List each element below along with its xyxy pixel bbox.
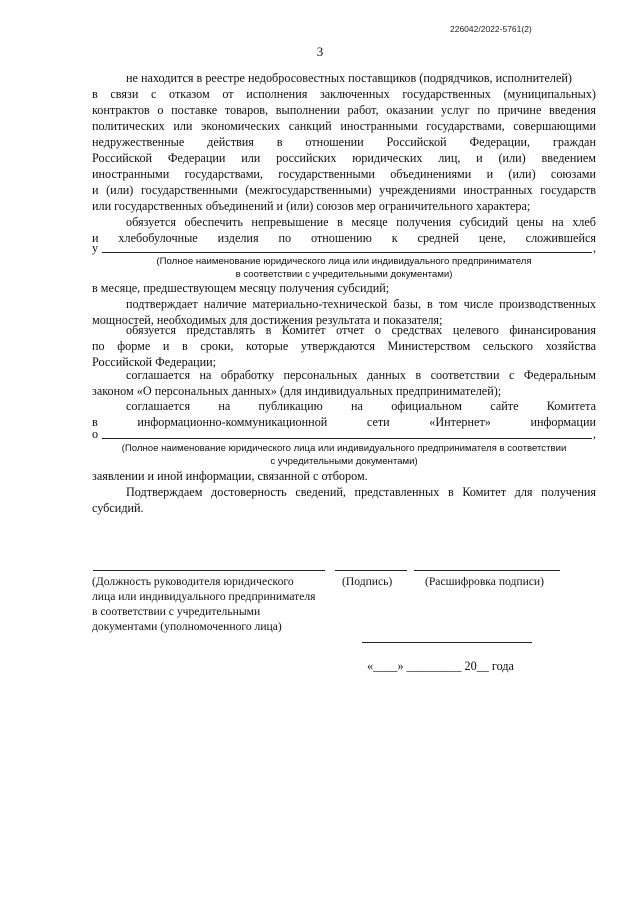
- text-line: Подтверждаем достоверность сведений, представленных в Комитет для получения: [126, 485, 596, 499]
- text-line: субсидий.: [92, 501, 144, 515]
- fill-line[interactable]: [102, 251, 592, 253]
- text-line: недружественные действия в отношении Российской Федерации, граждан: [92, 135, 596, 149]
- text-line: не находится в реестре недобросовестных поставщиков (подрядчиков, исполнителей): [126, 71, 572, 85]
- signature-line[interactable]: [335, 570, 407, 571]
- text-line: в связи с отказом от исполнения заключенных государственных (муниципальных): [92, 87, 596, 101]
- text-line: Российской Федерации;: [92, 355, 217, 369]
- text-line: контрактов о поставке товаров, выполнении работ, оказании услуг по причине введения: [92, 103, 596, 117]
- text-line: Российской Федерации или российских юридических лиц, и (или) введением: [92, 151, 596, 165]
- paragraph-confirmation: [92, 484, 596, 516]
- text-line: и хлебобулочные изделия по отношению к средней цене, сложившейся: [92, 231, 596, 245]
- decoding-label: (Расшифровка подписи): [425, 575, 544, 588]
- paragraph-personal-data: [92, 367, 596, 399]
- text-line: мощностей, необходимых для достижения результата и показателя;: [92, 313, 443, 327]
- caption-line: (Полное наименование юридического лица или индивидуального предпринимателя: [156, 256, 532, 267]
- paragraph-application-info: [92, 468, 596, 484]
- signature-label: (Подпись): [342, 575, 393, 588]
- paragraph-sanctions: [92, 70, 596, 214]
- text-line: или государственных объединений и (или) союзов мер ограничительного характера;: [92, 199, 531, 213]
- paragraph-report: [92, 322, 596, 370]
- position-line[interactable]: [93, 570, 325, 571]
- fill-prefix: о: [92, 427, 99, 441]
- fill-suffix: ,: [592, 427, 596, 441]
- date-field[interactable]: «____» _________ 20__ года: [367, 659, 514, 673]
- text-line: подтверждает наличие материально-технической базы, в том числе производственных: [126, 297, 596, 311]
- fill-suffix: ,: [592, 241, 596, 255]
- text-line: законом «О персональных данных» (для индивидуальных предпринимателей);: [92, 384, 502, 398]
- text-line: политических или экономических санкций иностранными государствами, совершающими: [92, 119, 596, 133]
- text-line: заявлении и иной информации, связанной с отбором.: [92, 469, 368, 483]
- label-line: лица или индивидуального предпринимателя: [92, 590, 316, 603]
- caption-publication-subject: [92, 443, 596, 468]
- publication-subject-fill-field[interactable]: [92, 426, 596, 442]
- decoding-line[interactable]: [414, 570, 560, 571]
- fill-line[interactable]: [102, 437, 592, 439]
- applicant-name-fill-field[interactable]: [92, 240, 596, 256]
- label-line: в соответствии с учредительными: [92, 605, 261, 618]
- text-line: по форме и в сроки, которые утверждаются Министерством сельского хозяйства: [92, 339, 596, 353]
- caption-applicant-name: [92, 256, 596, 281]
- caption-line: с учредительными документами): [270, 455, 418, 467]
- text-line: соглашается на публикацию на официальном сайте Комитета: [126, 399, 596, 413]
- position-label: [92, 574, 332, 634]
- text-line: обязуется обеспечить непревышение в месяце получения субсидий цены на хлеб: [126, 215, 596, 229]
- text-line: и (или) государственными (межгосударственными) учреждениями иностранных государств: [92, 183, 596, 197]
- fill-prefix: у: [92, 241, 99, 255]
- page-number: 3: [316, 44, 324, 59]
- label-line: (Должность руководителя юридического: [92, 575, 294, 588]
- text-line: иностранными государствами, государственными объединениями и (или) союзами: [92, 167, 596, 181]
- caption-line: в соответствии с учредительными документами): [235, 268, 453, 280]
- document-id: 226042/2022-5761(2): [450, 24, 532, 34]
- text-line: обязуется представлять в Комитет отчет о средствах целевого финансирования: [126, 323, 596, 337]
- date-top-line: [362, 642, 532, 643]
- text-line: в информационно-коммуникационной сети «Интернет» информации: [92, 415, 596, 429]
- text-line: соглашается на обработку персональных данных в соответствии с Федеральным: [126, 368, 596, 382]
- caption-line: (Полное наименование юридического лица или индивидуального предпринимателя в соответствии: [121, 443, 567, 454]
- paragraph-previous-month: [92, 280, 596, 296]
- text-line: в месяце, предшествующем месяцу получения субсидий;: [92, 281, 390, 295]
- label-line: документами (уполномоченного лица): [92, 620, 282, 633]
